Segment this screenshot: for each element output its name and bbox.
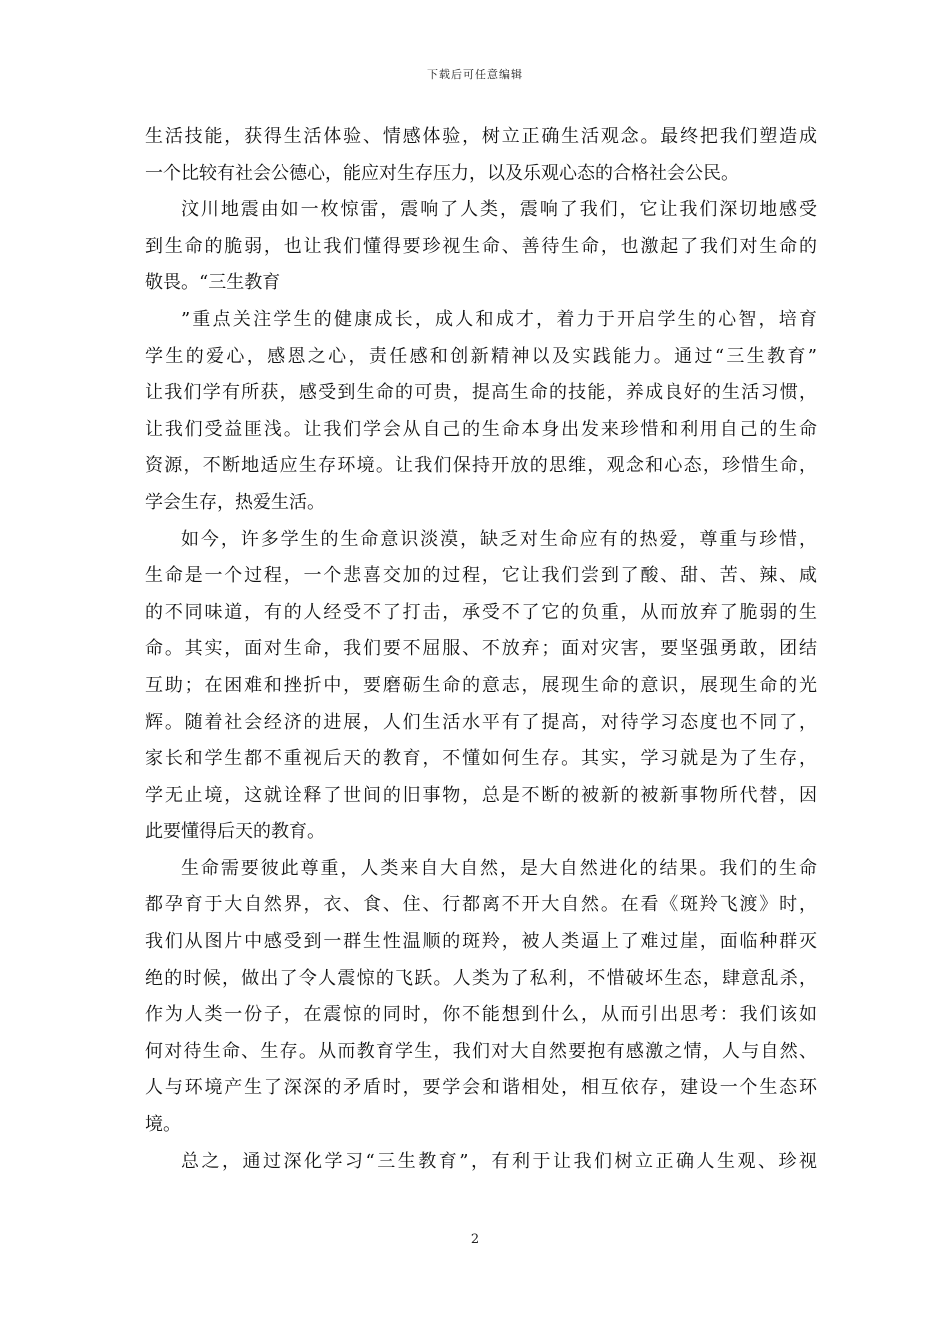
text-line: 让我们受益匪浅。让我们学会从自己的生命本身出发来珍惜和利用自己的生命 — [145, 418, 817, 440]
page-number: 2 — [470, 1232, 480, 1247]
text-line: 境。 — [145, 1114, 181, 1136]
text-line: 辉。随着社会经济的进展，人们生活水平有了提高，对待学习态度也不同了， — [145, 711, 817, 733]
text-line: 如今，许多学生的生命意识淡漠，缺乏对生命应有的热爱，尊重与珍惜， — [181, 528, 817, 550]
text-line: 生命需要彼此尊重，人类来自大自然，是大自然进化的结果。我们的生命 — [181, 857, 817, 879]
text-line: 资源，不断地适应生存环境。让我们保持开放的思维，观念和心态，珍惜生命， — [145, 455, 817, 477]
text-line: 学会生存，热爱生活。 — [145, 491, 325, 513]
text-line: 生活技能，获得生活体验、情感体验，树立正确生活观念。最终把我们塑造成 — [145, 126, 817, 147]
text-line: 的不同味道，有的人经受不了打击，承受不了它的负重，从而放弃了脆弱的生 — [145, 601, 817, 623]
text-line: 汶川地震由如一枚惊雷，震响了人类，震响了我们，它让我们深切地感受 — [181, 199, 817, 221]
text-line: 命。其实，面对生命，我们要不屈服、不放弃；面对灾害，要坚强勇敢，团结 — [145, 638, 817, 660]
text-line: 学无止境，这就诠释了世间的旧事物，总是不断的被新的被新事物所代替，因 — [145, 784, 817, 806]
text-line: 到生命的脆弱，也让我们懂得要珍视生命、善待生命，也激起了我们对生命的 — [145, 235, 817, 257]
text-line: 都孕育于大自然界，衣、食、住、行都离不开大自然。在看《斑羚飞渡》时， — [145, 894, 817, 916]
text-line: 作为人类一份子，在震惊的同时，你不能想到什么，从而引出思考：我们该如 — [145, 1004, 817, 1026]
text-line: 生命是一个过程，一个悲喜交加的过程，它让我们尝到了酸、甜、苦、辣、咸 — [145, 565, 817, 587]
text-line: 让我们学有所获，感受到生命的可贵，提高生命的技能，养成良好的生活习惯， — [145, 382, 817, 404]
text-line: 此要懂得后天的教育。 — [145, 821, 325, 843]
text-line: 我们从图片中感受到一群生性温顺的斑羚，被人类逼上了难过崖，面临种群灭 — [145, 931, 817, 953]
text-line: ”重点关注学生的健康成长，成人和成才，着力于开启学生的心智，培育 — [181, 308, 817, 330]
document-body — [145, 119, 817, 1180]
text-line: 学生的爱心，感恩之心，责任感和创新精神以及实践能力。通过“三生教育” — [145, 345, 817, 367]
text-line: 家长和学生都不重视后天的教育，不懂如何生存。其实，学习就是为了生存， — [145, 748, 817, 770]
text-line: 何对待生命、生存。从而教育学生，我们对大自然要抱有感激之情，人与自然、 — [145, 1040, 817, 1062]
text-line: 绝的时候，做出了令人震惊的飞跃。人类为了私利，不惜破坏生态，肆意乱杀， — [145, 967, 817, 989]
text-line: 互助；在困难和挫折中，要磨砺生命的意志，展现生命的意识，展现生命的光 — [145, 674, 817, 696]
page-header: 下载后可任意编辑 — [427, 68, 523, 81]
text-line: 人与环境产生了深深的矛盾时，要学会和谐相处，相互依存，建设一个生态环 — [145, 1077, 817, 1099]
text-line: 总之，通过深化学习“三生教育”，有利于让我们树立正确人生观、珍视 — [181, 1150, 817, 1172]
text-line: 一个比较有社会公德心，能应对生存压力，以及乐观心态的合格社会公民。 — [145, 162, 739, 184]
text-line: 敬畏。“三生教育 — [145, 272, 281, 294]
